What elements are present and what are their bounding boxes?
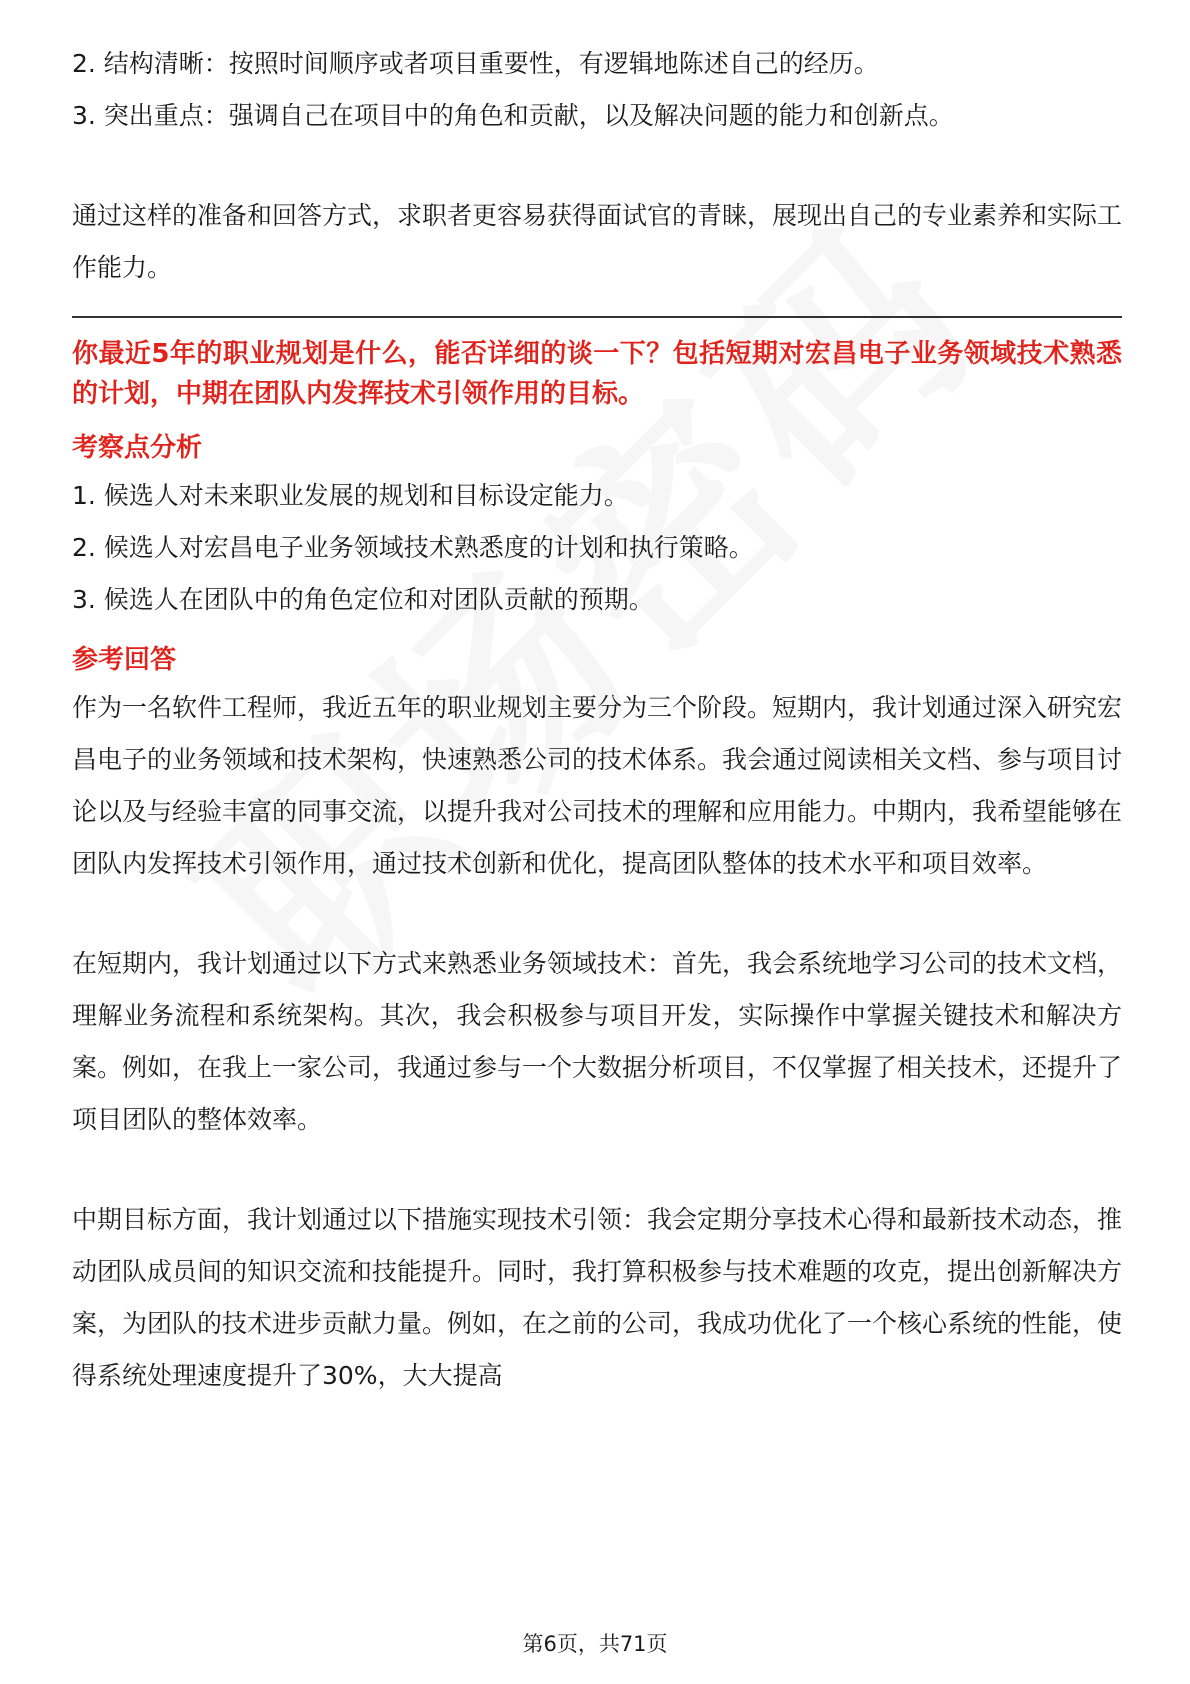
summary-paragraph: 通过这样的准备和回答方式，求职者更容易获得面试官的青睐，展现出自己的专业素养和实际工作能力。 — [72, 201, 1123, 282]
answer-paragraph-3: 中期目标方面，我计划通过以下措施实现技术引领：我会定期分享技术心得和最新技术动态，推动团队成员间的知识交流和技能提升。同时，我打算积极参与技术难题的攻克，提出创新解决方案，为团队的技术进步贡献力量。例如，在之前的公司，我成功优化了一个核心系统的性能，使得系统处理速度提升了30%，大大提高 — [72, 1205, 1123, 1390]
answer-paragraph-1: 作为一名软件工程师，我近五年的职业规划主要分为三个阶段。短期内，我计划通过深入研究宏昌电子的业务领域和技术架构，快速熟悉公司的技术体系。我会通过阅读相关文档、参与项目讨论以及与经验丰富的同事交流，以提升我对公司技术的理解和应用能力。中期内，我希望能够在团队内发挥技术引领作用，通过技术创新和优化，提高团队整体的技术水平和项目效率。 — [72, 693, 1123, 878]
interview-question: 你最近5年的职业规划是什么，能否详细的谈一下？包括短期对宏昌电子业务领域技术熟悉的计划，中期在团队内发挥技术引领作用的目标。 — [72, 339, 1122, 409]
analysis-point-2: 2. 候选人对宏昌电子业务领域技术熟悉度的计划和执行策略。 — [72, 533, 754, 562]
spacer — [72, 890, 1122, 938]
answer-heading: 参考回答 — [72, 645, 177, 675]
intro-point-3: 3. 突出重点：强调自己在项目中的角色和贡献，以及解决问题的能力和创新点。 — [72, 101, 954, 130]
section-divider — [72, 316, 1122, 318]
spacer — [72, 142, 1122, 190]
spacer — [72, 1146, 1122, 1194]
analysis-heading: 考察点分析 — [72, 433, 203, 463]
document-page — [72, 38, 1122, 1402]
intro-point-2: 2. 结构清晰：按照时间顺序或者项目重要性，有逻辑地陈述自己的经历。 — [72, 49, 879, 78]
page-footer: 第6页，共71页 — [522, 1632, 668, 1656]
answer-paragraph-2: 在短期内，我计划通过以下方式来熟悉业务领域技术：首先，我会系统地学习公司的技术文档，理解业务流程和系统架构。其次，我会积极参与项目开发，实际操作中掌握关键技术和解决方案。例如，在我上一家公司，我通过参与一个大数据分析项目，不仅掌握了相关技术，还提升了项目团队的整体效率。 — [72, 949, 1123, 1134]
analysis-point-3: 3. 候选人在团队中的角色定位和对团队贡献的预期。 — [72, 585, 654, 614]
analysis-point-1: 1. 候选人对未来职业发展的规划和目标设定能力。 — [72, 481, 629, 510]
